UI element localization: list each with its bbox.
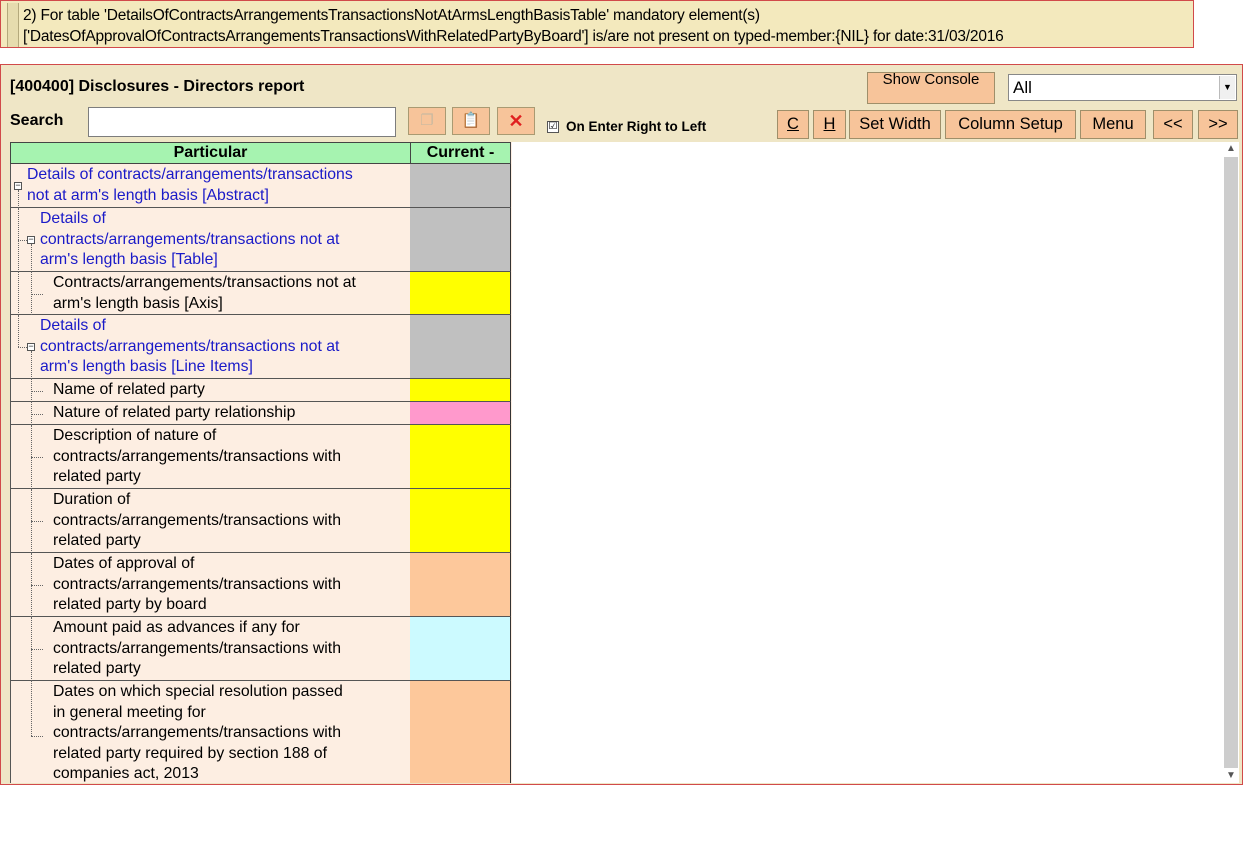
current-value-cell[interactable] [410, 489, 511, 553]
c-button[interactable]: C [777, 110, 809, 139]
row-label: Duration of contracts/arrangements/transactions with related party [53, 491, 341, 549]
next-button[interactable]: >> [1198, 110, 1238, 139]
current-value-cell[interactable] [410, 164, 511, 208]
row-label: Amount paid as advances if any for contracts/arrangements/transactions with related party [53, 619, 341, 677]
particular-cell[interactable] [10, 489, 411, 553]
tree-line [18, 240, 27, 241]
current-value-cell[interactable] [410, 681, 511, 783]
show-console-button[interactable] [867, 72, 995, 104]
delete-button[interactable] [497, 107, 535, 135]
tree-line [31, 391, 43, 392]
current-value-cell[interactable] [410, 402, 511, 425]
search-input[interactable] [88, 107, 396, 137]
row-label: Nature of related party relationship [53, 404, 296, 421]
column-header-particular[interactable]: Particular [10, 142, 411, 164]
tree-line [31, 351, 32, 379]
scroll-down-icon[interactable]: ▼ [1226, 770, 1236, 781]
copy-button[interactable] [408, 107, 446, 135]
row-label: Details of contracts/arrangements/transactions not at arm's length basis [Line Items] [40, 317, 340, 375]
current-value-cell[interactable] [410, 379, 511, 402]
panel-title: [400400] Disclosures - Directors report [10, 78, 305, 95]
particular-cell[interactable] [10, 272, 411, 315]
row-label: Details of contracts/arrangements/transactions not at arm's length basis [Abstract] [27, 166, 353, 204]
tree-line [31, 294, 43, 295]
particular-cell[interactable] [10, 553, 411, 617]
tree-line [18, 272, 19, 315]
particular-cell[interactable] [10, 617, 411, 681]
collapse-icon[interactable]: − [28, 234, 34, 244]
particular-cell[interactable] [10, 425, 411, 489]
table-row[interactable] [10, 315, 512, 379]
tree-line [31, 414, 43, 415]
filter-select[interactable] [1008, 74, 1237, 101]
table-row[interactable] [10, 553, 512, 617]
row-label: Dates on which special resolution passed in general meeting for contracts/arrangements/transactions with related party required by section 188 of companies act, 2013 [53, 683, 343, 782]
error-line-1: 2) For table 'DetailsOfContractsArrangementsTransactionsNotAtArmsLengthBasisTable' mandatory element(s) [23, 7, 760, 24]
tree-line [31, 681, 32, 736]
current-value-cell[interactable] [410, 553, 511, 617]
right-pane [512, 142, 1223, 783]
search-field[interactable] [89, 108, 395, 136]
tree-line [31, 521, 43, 522]
paste-icon: 📋 [461, 112, 481, 129]
tree-line [31, 736, 43, 737]
show-console-label: Show Console [882, 72, 980, 88]
table-row[interactable] [10, 208, 512, 272]
set-width-button[interactable]: Set Width [849, 110, 941, 139]
collapse-icon[interactable]: − [28, 341, 34, 351]
tree-line [18, 315, 19, 347]
particular-cell[interactable] [10, 208, 411, 272]
table-row[interactable] [10, 272, 512, 315]
banner-grip[interactable] [7, 3, 19, 47]
copy-icon: ❐ [420, 112, 434, 129]
search-label: Search [10, 112, 64, 129]
row-label: Description of nature of contracts/arrangements/transactions with related party [53, 427, 341, 485]
current-value-cell[interactable] [410, 425, 511, 489]
on-enter-checkbox[interactable]: ☑ [548, 121, 558, 132]
scroll-up-icon[interactable]: ▲ [1226, 143, 1236, 154]
tree-line [18, 347, 27, 348]
table-row[interactable] [10, 379, 512, 402]
tree-line [31, 649, 43, 650]
particular-cell[interactable] [10, 379, 411, 402]
tree-line [31, 244, 32, 272]
column-setup-button[interactable]: Column Setup [945, 110, 1076, 139]
row-label: Name of related party [53, 381, 205, 398]
row-label: Contracts/arrangements/transactions not at arm's length basis [Axis] [53, 274, 356, 312]
table-row[interactable] [10, 681, 512, 783]
column-header-current[interactable]: Current - [410, 142, 511, 164]
current-value-cell[interactable] [410, 315, 511, 379]
error-message [23, 5, 1004, 47]
row-label: Dates of approval of contracts/arrangements/transactions with related party by board [53, 555, 341, 613]
menu-button[interactable]: Menu [1080, 110, 1146, 139]
current-value-cell[interactable] [410, 208, 511, 272]
validation-error-banner [0, 0, 1194, 48]
table-row[interactable] [10, 617, 512, 681]
on-enter-label: On Enter Right to Left [566, 119, 707, 134]
vertical-scrollbar[interactable] [1223, 142, 1239, 783]
paste-button[interactable] [452, 107, 490, 135]
table-row[interactable] [10, 425, 512, 489]
filter-selected-value: All [1013, 78, 1032, 97]
particular-cell[interactable] [10, 164, 411, 208]
h-button[interactable]: H [813, 110, 846, 139]
chevron-down-icon[interactable]: ▼ [1219, 76, 1235, 99]
directors-report-panel [0, 64, 1243, 785]
error-line-2: ['DatesOfApprovalOfContractsArrangementsTransactionsWithRelatedPartyByBoard'] is/are not present on typed-member:{NIL} for date:31/03/2016 [23, 28, 1004, 45]
particular-cell[interactable] [10, 315, 411, 379]
particular-cell[interactable] [10, 402, 411, 425]
data-grid [10, 142, 512, 783]
table-row[interactable] [10, 402, 512, 425]
collapse-icon[interactable]: − [15, 180, 21, 190]
prev-button[interactable]: << [1153, 110, 1193, 139]
row-label: Details of contracts/arrangements/transactions not at arm's length basis [Table] [40, 210, 340, 268]
scrollbar-thumb[interactable] [1224, 157, 1238, 768]
current-value-cell[interactable] [410, 272, 511, 315]
table-row[interactable] [10, 164, 512, 208]
table-row[interactable] [10, 489, 512, 553]
delete-icon: ✕ [508, 111, 524, 131]
tree-line [31, 585, 43, 586]
tree-line [18, 190, 19, 208]
tree-line [31, 457, 43, 458]
particular-cell[interactable] [10, 681, 411, 783]
current-value-cell[interactable] [410, 617, 511, 681]
